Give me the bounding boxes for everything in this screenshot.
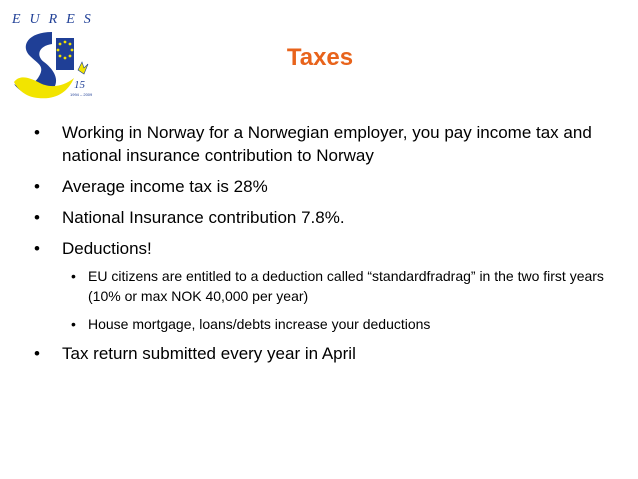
bullet-text: Average income tax is 28%	[62, 177, 268, 196]
sub-bullet-dot-icon: •	[71, 316, 76, 332]
bullet-list	[34, 121, 614, 373]
bullet-item	[34, 121, 614, 167]
bullet-dot-icon: •	[34, 208, 40, 227]
bullet-dot-icon: •	[34, 344, 40, 363]
bullet-item	[34, 206, 614, 229]
sub-bullet-dot-icon: •	[71, 268, 76, 284]
bullet-dot-icon: •	[34, 123, 40, 142]
bullet-item	[34, 175, 614, 198]
bullet-dot-icon: •	[34, 239, 40, 258]
sub-bullet-text: EU citizens are entitled to a deduction called “standardfradrag” in the two first years (10% or max NOK 40,000 per year)	[88, 268, 604, 304]
bullet-text: Working in Norway for a Norwegian employer, you pay income tax and national insurance contribution to Norway	[62, 123, 592, 165]
bullet-text: Deductions!	[62, 239, 152, 258]
logo-flame	[78, 62, 88, 74]
bullet-item	[34, 342, 614, 365]
bullet-dot-icon: •	[34, 177, 40, 196]
slide-title: Taxes	[286, 44, 354, 71]
eures-logo	[8, 8, 100, 104]
bullet-item	[34, 237, 614, 334]
bullet-text: National Insurance contribution 7.8%.	[62, 208, 345, 227]
logo-text: EURES	[12, 12, 100, 27]
sub-bullet-list	[62, 266, 614, 334]
logo-badge-years: 1994 – 2009	[70, 92, 93, 97]
sub-bullet-item	[62, 314, 614, 334]
logo-badge-number: 15	[74, 79, 85, 91]
sub-bullet-item	[62, 266, 614, 306]
bullet-text: Tax return submitted every year in April	[62, 344, 356, 363]
sub-bullet-text: House mortgage, loans/debts increase your deductions	[88, 316, 431, 332]
